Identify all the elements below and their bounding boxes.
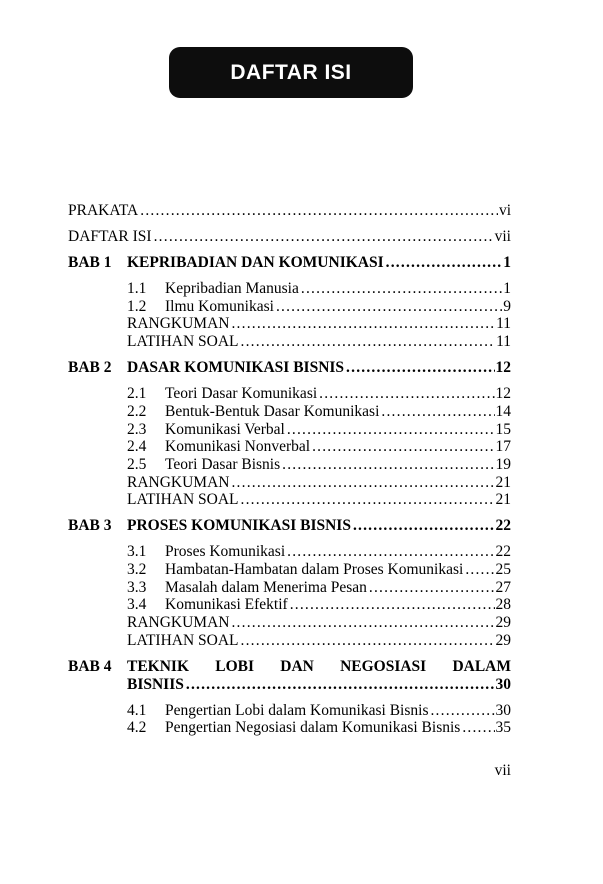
toc-entry-sub bbox=[68, 561, 511, 579]
entry-title: Teori Dasar Komunikasi bbox=[165, 385, 318, 403]
page-number: 22 bbox=[495, 543, 511, 561]
page-number: 11 bbox=[496, 333, 511, 351]
dot-leader bbox=[274, 298, 502, 316]
page-title: DAFTAR ISI bbox=[230, 60, 352, 84]
entry-number: 3.2 bbox=[127, 561, 147, 579]
entry-title: Teori Dasar Bisnis bbox=[165, 455, 281, 473]
entry-title: Hambatan-Hambatan dalam Proses Komunikasi bbox=[165, 561, 464, 579]
dot-leader bbox=[229, 614, 494, 632]
toc-entry-section bbox=[68, 491, 511, 509]
page-number: 17 bbox=[495, 438, 511, 456]
dot-leader bbox=[288, 596, 495, 614]
dot-leader bbox=[239, 632, 495, 650]
entry-number: 3.4 bbox=[127, 596, 147, 614]
toc-entry-sub bbox=[68, 298, 511, 316]
entry-title: LATIHAN SOAL bbox=[127, 491, 239, 509]
entry-title: RANGKUMAN bbox=[127, 473, 230, 491]
chapter-label: BAB 2 bbox=[68, 359, 112, 377]
entry-title: PROSES KOMUNIKASI BISNIS bbox=[127, 517, 351, 535]
page-number: 14 bbox=[495, 402, 511, 420]
entry-number: 3.3 bbox=[127, 578, 147, 596]
entry-title: RANGKUMAN bbox=[127, 614, 230, 632]
toc-entry-sub bbox=[68, 702, 511, 720]
page-number: vii bbox=[494, 228, 511, 245]
page-number: 29 bbox=[495, 631, 511, 649]
dot-leader bbox=[152, 228, 494, 246]
entry-number: 2.4 bbox=[127, 438, 147, 456]
entry-title: DAFTAR ISI bbox=[68, 228, 152, 245]
entry-title: Proses Komunikasi bbox=[165, 543, 286, 561]
entry-title: Bentuk-Bentuk Dasar Komunikasi bbox=[165, 402, 380, 420]
page-number: 12 bbox=[495, 385, 511, 403]
page-number: 30 bbox=[495, 675, 511, 693]
entry-number: 2.3 bbox=[127, 420, 147, 438]
entry-title: Ilmu Komunikasi bbox=[165, 297, 274, 315]
page-number: 12 bbox=[495, 359, 511, 377]
folio-page-number: vii bbox=[494, 762, 511, 779]
dot-leader bbox=[239, 333, 496, 351]
dot-leader bbox=[138, 202, 498, 220]
page-number: 28 bbox=[495, 596, 511, 614]
chapter-label: BAB 4 bbox=[68, 657, 112, 675]
toc-entry-section bbox=[68, 614, 511, 632]
toc-entry-sub bbox=[68, 438, 511, 456]
page-number: 19 bbox=[495, 455, 511, 473]
toc-entry-section bbox=[68, 474, 511, 492]
page-number: 21 bbox=[495, 473, 511, 491]
page-number: vi bbox=[498, 202, 511, 219]
chapter-title-block bbox=[127, 658, 511, 693]
entry-title: Pengertian Negosiasi dalam Komunikasi Bisnis bbox=[165, 719, 461, 737]
toc-entry-sub bbox=[68, 719, 511, 737]
dot-leader bbox=[460, 719, 494, 737]
toc-entry-chapter bbox=[68, 658, 511, 693]
page-number: 27 bbox=[495, 578, 511, 596]
entry-title: Komunikasi Nonverbal bbox=[165, 438, 311, 456]
toc-entry-sub bbox=[68, 280, 511, 298]
chapter-label: BAB 1 bbox=[68, 254, 112, 271]
entry-title-line1: TEKNIK LOBI DAN NEGOSIASI DALAM bbox=[127, 657, 511, 675]
toc-entry-chapter bbox=[68, 254, 511, 272]
page-number: 35 bbox=[495, 719, 511, 737]
entry-title: DASAR KOMUNIKASI BISNIS bbox=[127, 359, 345, 377]
entry-title: KEPRIBADIAN DAN KOMUNIKASI bbox=[127, 254, 384, 271]
toc-entry-front bbox=[68, 202, 511, 220]
page-number: 15 bbox=[495, 420, 511, 438]
entry-title: Komunikasi Verbal bbox=[165, 420, 285, 438]
toc-entry-front bbox=[68, 228, 511, 246]
toc-entry-sub bbox=[68, 596, 511, 614]
chapter-title-banner bbox=[169, 47, 413, 98]
dot-leader bbox=[463, 561, 494, 579]
page-number: 29 bbox=[495, 614, 511, 632]
dot-leader bbox=[285, 421, 495, 439]
page-number: 21 bbox=[495, 491, 511, 509]
dot-leader bbox=[344, 359, 494, 377]
entry-title-line2-row bbox=[127, 676, 511, 694]
page-number: 22 bbox=[495, 517, 511, 535]
page-number: 9 bbox=[503, 297, 511, 315]
entry-title-line2: BISNIIS bbox=[127, 675, 184, 693]
dot-leader bbox=[239, 491, 495, 509]
toc-entry-sub bbox=[68, 385, 511, 403]
dot-leader bbox=[310, 438, 494, 456]
toc-entry-sub bbox=[68, 543, 511, 561]
dot-leader bbox=[384, 254, 503, 272]
dot-leader bbox=[351, 517, 495, 535]
toc-entry-section bbox=[68, 333, 511, 351]
dot-leader bbox=[229, 315, 495, 333]
toc-entry-chapter bbox=[68, 359, 511, 377]
entry-title: RANGKUMAN bbox=[127, 315, 230, 333]
page-number: 30 bbox=[495, 701, 511, 719]
dot-leader bbox=[280, 456, 494, 474]
toc-entry-sub bbox=[68, 421, 511, 439]
dot-leader bbox=[229, 474, 494, 492]
toc-entry-sub bbox=[68, 456, 511, 474]
entry-number: 4.1 bbox=[127, 701, 147, 719]
chapter-label: BAB 3 bbox=[68, 517, 112, 535]
dot-leader bbox=[317, 385, 494, 403]
dot-leader bbox=[428, 702, 494, 720]
entry-title: Pengertian Lobi dalam Komunikasi Bisnis bbox=[165, 701, 429, 719]
page-number: 25 bbox=[495, 561, 511, 579]
entry-number: 1.1 bbox=[127, 280, 147, 297]
entry-number: 3.1 bbox=[127, 543, 147, 561]
toc-entry-section bbox=[68, 632, 511, 650]
page-number: 11 bbox=[496, 315, 511, 333]
toc-entry-chapter bbox=[68, 517, 511, 535]
entry-number: 2.5 bbox=[127, 455, 147, 473]
entry-number: 2.1 bbox=[127, 385, 147, 403]
entry-title: PRAKATA bbox=[68, 202, 139, 219]
entry-title: LATIHAN SOAL bbox=[127, 333, 239, 351]
entry-title: LATIHAN SOAL bbox=[127, 631, 239, 649]
toc-list bbox=[68, 202, 511, 737]
dot-leader bbox=[184, 676, 495, 694]
toc-entry-section bbox=[68, 315, 511, 333]
page-number: 1 bbox=[503, 254, 511, 271]
page-number: 1 bbox=[503, 280, 511, 297]
toc-entry-sub bbox=[68, 579, 511, 597]
entry-number: 2.2 bbox=[127, 402, 147, 420]
dot-leader bbox=[285, 543, 494, 561]
entry-number: 1.2 bbox=[127, 297, 147, 315]
toc-entry-sub bbox=[68, 403, 511, 421]
entry-number: 4.2 bbox=[127, 719, 147, 737]
dot-leader bbox=[299, 280, 502, 298]
entry-title: Kepribadian Manusia bbox=[165, 280, 299, 297]
entry-title: Komunikasi Efektif bbox=[165, 596, 288, 614]
dot-leader bbox=[367, 579, 495, 597]
dot-leader bbox=[379, 403, 494, 421]
entry-title: Masalah dalam Menerima Pesan bbox=[165, 578, 367, 596]
